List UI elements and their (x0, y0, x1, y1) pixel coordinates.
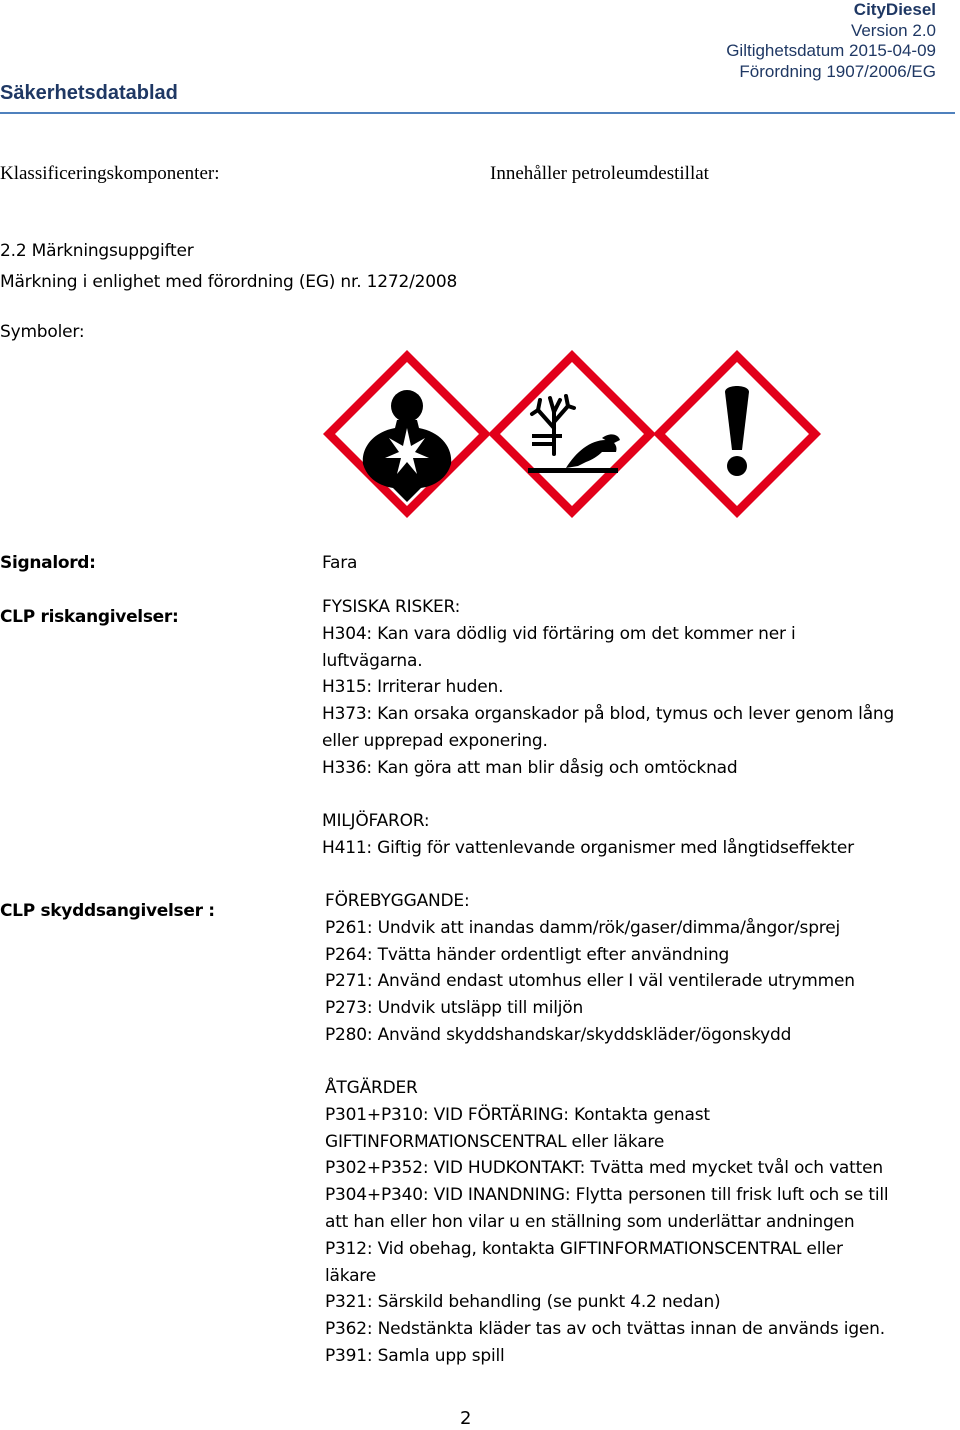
classification-value: Innehåller petroleumdestillat (490, 163, 709, 184)
precaution-line: P302+P352: VID HUDKONTAKT: Tvätta med mycket tvål och vatten (325, 1158, 883, 1179)
classification-label: Klassificeringskomponenter: (0, 163, 220, 184)
hazard-line: H373: Kan orsaka organskador på blod, tymus och lever genom lång (322, 704, 895, 725)
document-title: Säkerhetsdatablad (0, 82, 178, 104)
hazard-line: H304: Kan vara dödlig vid förtäring om det kommer ner i (322, 623, 796, 644)
signal-word-label: Signalord: (0, 553, 96, 573)
precaution-line: P273: Undvik utsläpp till miljön (325, 998, 584, 1019)
hazard-line: FYSISKA RISKER: (322, 597, 461, 617)
version-label: Version 2.0 (850, 20, 936, 40)
precaution-line: P312: Vid obehag, kontakta GIFTINFORMATIONSCENTRAL eller (325, 1238, 843, 1259)
hazard-statements-label: CLP riskangivelser: (0, 607, 179, 627)
environment-hazard-icon (488, 350, 656, 518)
precaution-line: P264: Tvätta händer ordentligt efter användning (325, 944, 730, 965)
precaution-line: läkare (325, 1265, 376, 1286)
environment-hazards-list (322, 808, 854, 862)
hazard-line: luftvägarna. (322, 650, 423, 671)
hazard-line: H336: Kan göra att man blir dåsig och omtöcknad (322, 757, 738, 778)
validity-date: Giltighetsdatum 2015-04-09 (726, 41, 936, 60)
precaution-line: P280: Använd skyddshandskar/skyddskläder/ögonskydd (325, 1024, 792, 1045)
ghs-pictograms (322, 346, 822, 531)
hazard-line: MILJÖFAROR: (322, 811, 430, 831)
precaution-line: P304+P340: VID INANDNING: Flytta personen till frisk luft och se till (325, 1185, 889, 1206)
hazard-line: H411: Giftig för vattenlevande organismer med långtidseffekter (322, 837, 854, 858)
page-number: 2 (460, 1408, 472, 1429)
precaution-line: P362: Nedstänkta kläder tas av och tvättas innan de används igen. (325, 1319, 885, 1340)
precaution-line: P271: Använd endast utomhus eller I väl ventilerade utrymmen (325, 971, 855, 992)
prevention-list (325, 888, 855, 1049)
document-header-info (726, 0, 936, 82)
precaution-line: P301+P310: VID FÖRTÄRING: Kontakta genast (325, 1104, 710, 1125)
regulation-label: Förordning 1907/2006/EG (739, 61, 936, 81)
signal-word-value: Fara (322, 553, 358, 573)
precaution-line: P321: Särskild behandling (se punkt 4.2 nedan) (325, 1292, 721, 1313)
hazard-line: H315: Irriterar huden. (322, 677, 504, 698)
precaution-line: GIFTINFORMATIONSCENTRAL eller läkare (325, 1131, 665, 1152)
hazard-statements-list (322, 594, 894, 782)
hazard-line: eller upprepad exponering. (322, 730, 548, 751)
precaution-line: P261: Undvik att inandas damm/rök/gaser/dimma/ångor/sprej (325, 917, 840, 938)
precautionary-statements-label: CLP skyddsangivelser : (0, 901, 215, 921)
symbols-label: Symboler: (0, 322, 85, 342)
precaution-line: FÖREBYGGANDE: (325, 891, 470, 911)
precaution-line: att han eller hon vilar u en ställning som underlättar andningen (325, 1211, 855, 1232)
section-subheading: Märkning i enlighet med förordning (EG) nr. 1272/2008 (0, 272, 458, 292)
section-heading: 2.2 Märkningsuppgifter (0, 241, 194, 261)
response-list (325, 1075, 888, 1370)
precaution-line: ÅTGÄRDER (325, 1078, 418, 1098)
health-hazard-icon (323, 350, 491, 518)
exclamation-mark-icon (653, 350, 821, 518)
precaution-line: P391: Samla upp spill (325, 1345, 505, 1366)
header-divider (0, 112, 955, 114)
product-name: CityDiesel (853, 0, 936, 19)
